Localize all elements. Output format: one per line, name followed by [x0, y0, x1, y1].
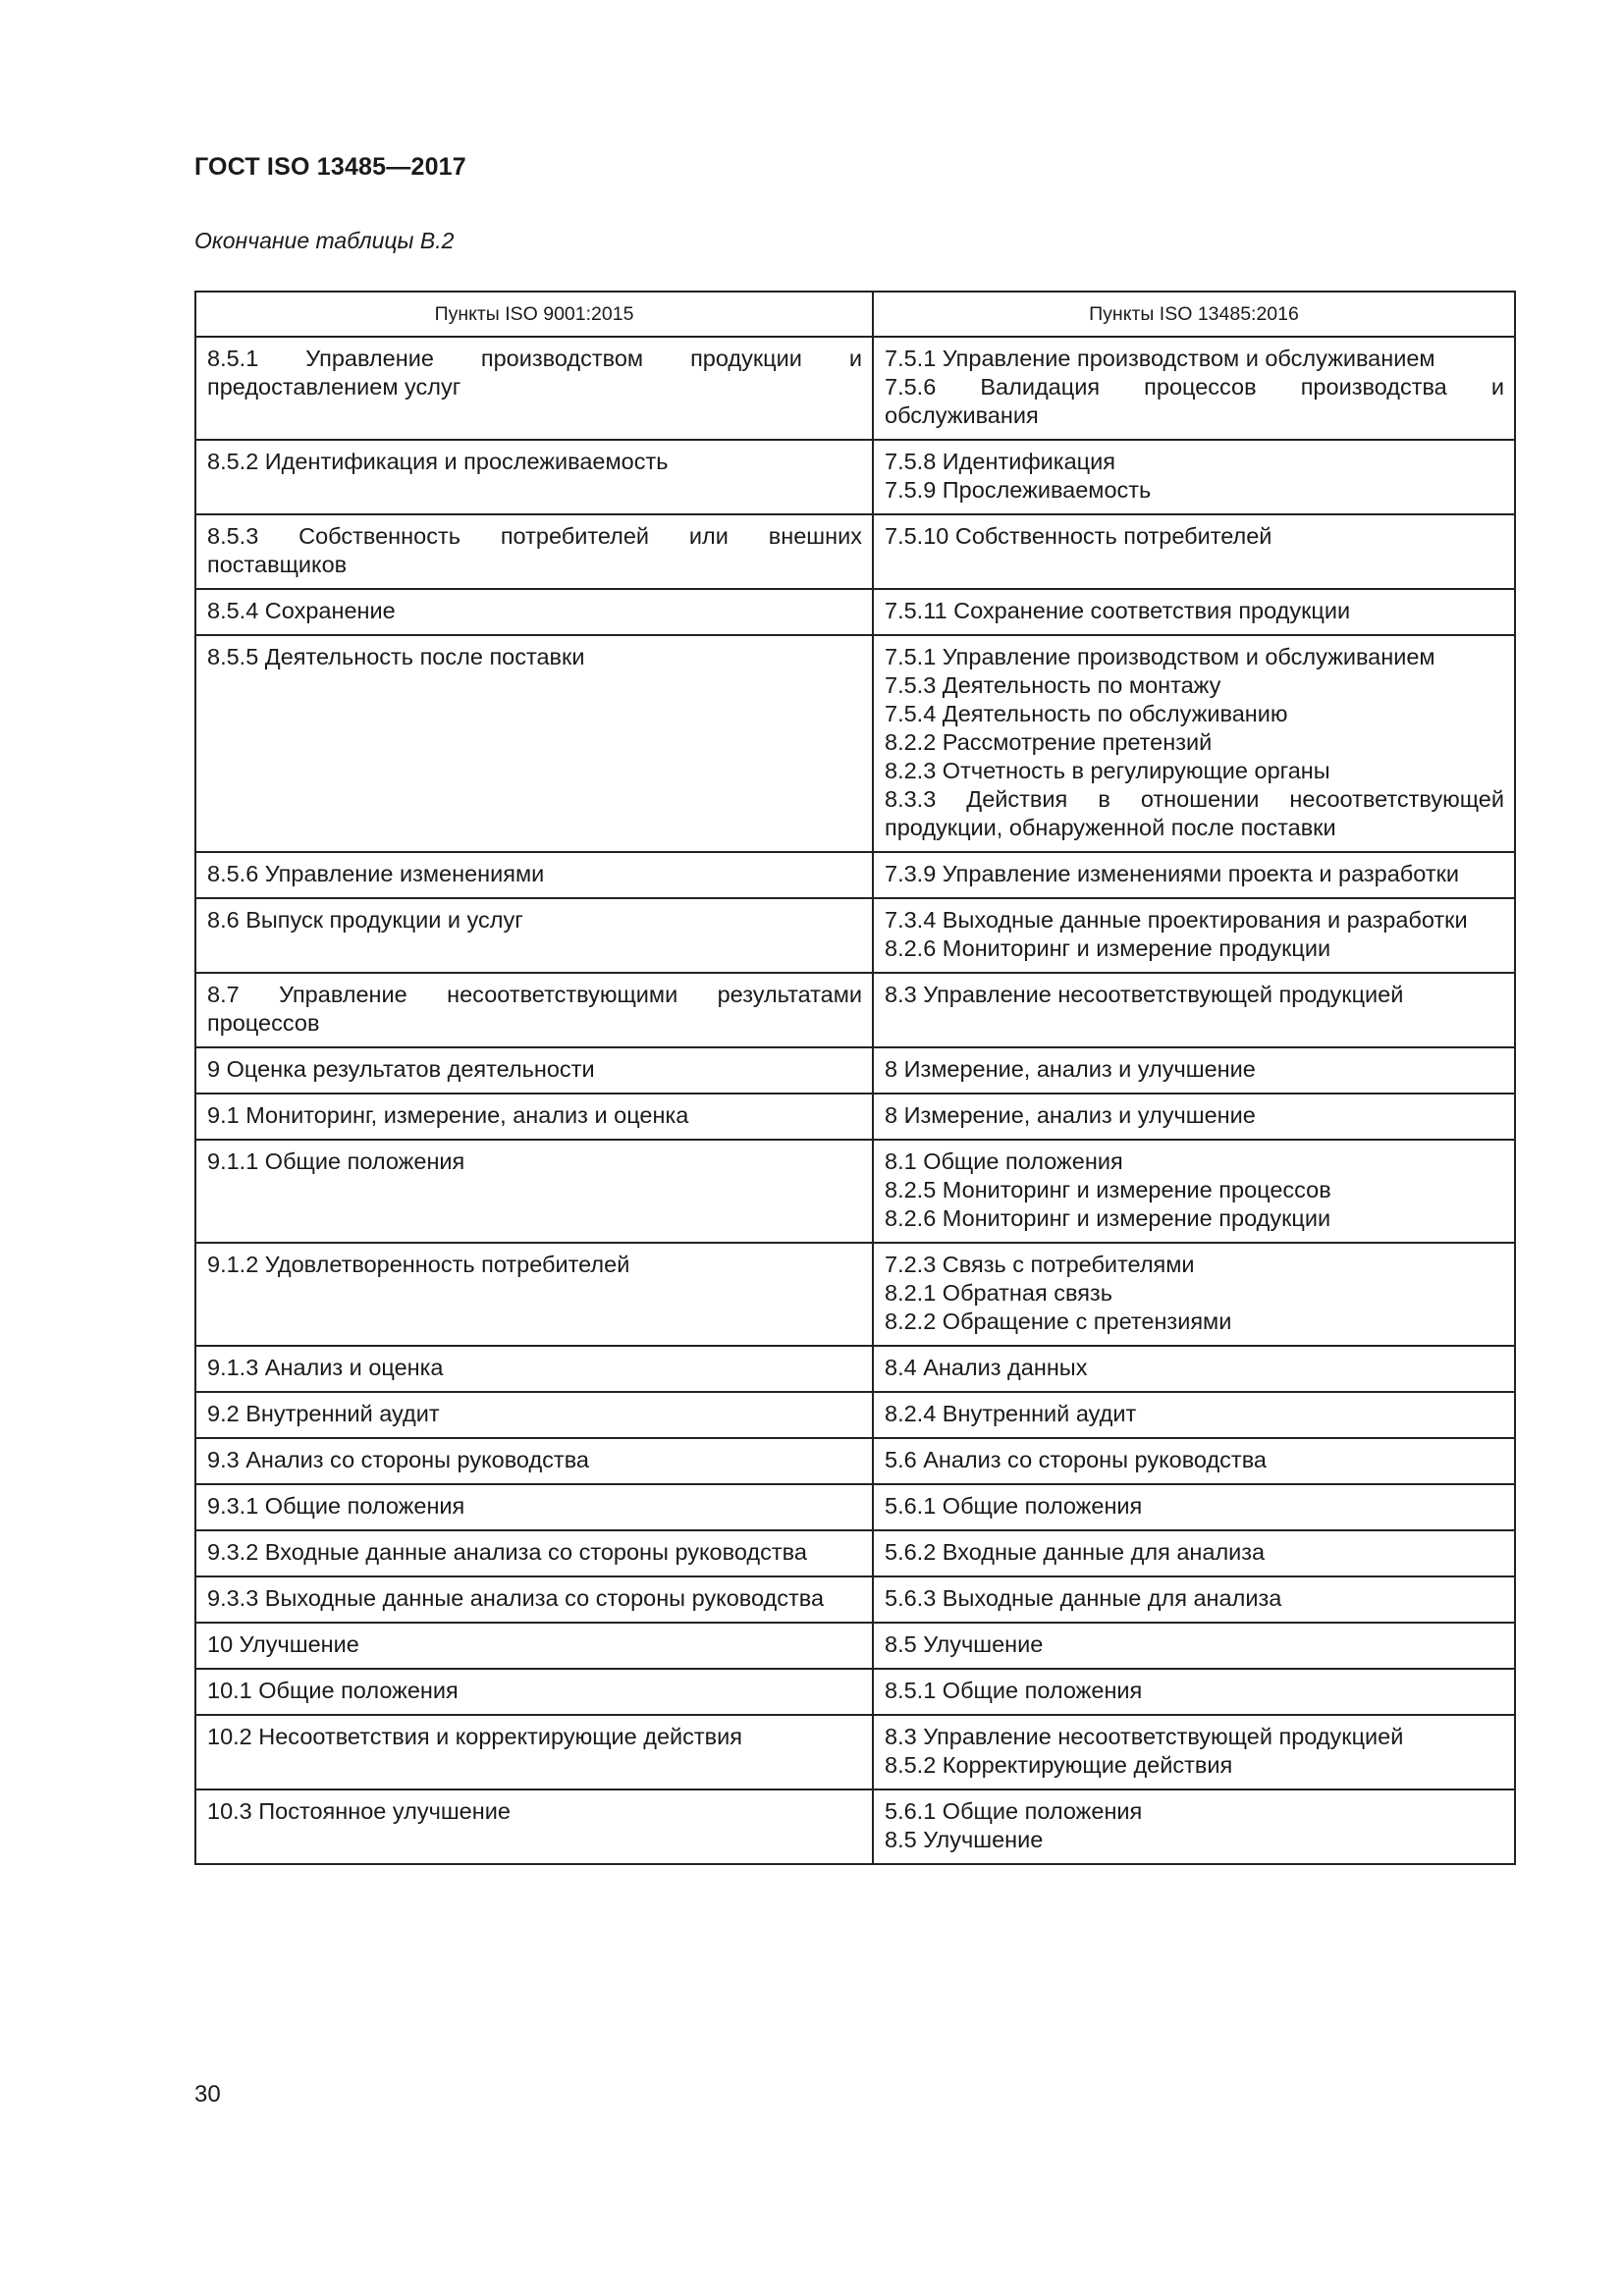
clause-entry: 9.1.3 Анализ и оценка — [207, 1355, 444, 1380]
table-row — [195, 1243, 1515, 1346]
cell-iso9001-clause — [195, 1576, 873, 1623]
table-row — [195, 898, 1515, 973]
cell-iso9001-clause — [195, 852, 873, 898]
clause-entry: 8.6 Выпуск продукции и услуг — [207, 907, 523, 933]
table-row — [195, 1047, 1515, 1094]
clause-entry: 8.1 Общие положения — [885, 1148, 1123, 1174]
clause-entry: 8.5.1 Управление производством продукции и предоставлением услуг — [207, 346, 862, 400]
cell-iso9001-clause — [195, 635, 873, 852]
clause-entry: 9.1 Мониторинг, измерение, анализ и оценка — [207, 1102, 689, 1128]
cell-iso13485-clause — [873, 852, 1515, 898]
clause-entry: 7.2.3 Связь с потребителями — [885, 1252, 1195, 1277]
cell-iso9001-clause — [195, 1243, 873, 1346]
cell-iso13485-clause — [873, 1346, 1515, 1392]
table-row — [195, 1484, 1515, 1530]
clause-entry: 9.3.3 Выходные данные анализа со стороны руководства — [207, 1585, 825, 1611]
cell-iso9001-clause — [195, 1047, 873, 1094]
clause-entry: 8.5.4 Сохранение — [207, 598, 396, 623]
table-row — [195, 514, 1515, 589]
clause-entry: 7.5.6 Валидация процессов производства и обслуживания — [885, 374, 1504, 428]
clause-entry: 9.3.2 Входные данные анализа со стороны руководства — [207, 1539, 807, 1565]
cell-iso9001-clause — [195, 973, 873, 1047]
clause-entry: 9.1.2 Удовлетворенность потребителей — [207, 1252, 630, 1277]
clause-entry: 8.5 Улучшение — [885, 1827, 1044, 1852]
cell-iso13485-clause — [873, 973, 1515, 1047]
clause-entry: 8 Измерение, анализ и улучшение — [885, 1102, 1256, 1128]
cell-iso9001-clause — [195, 1392, 873, 1438]
cell-iso13485-clause — [873, 898, 1515, 973]
clause-entry: 10.3 Постоянное улучшение — [207, 1798, 511, 1824]
clause-entry: 5.6.1 Общие положения — [885, 1798, 1143, 1824]
clause-entry: 8.5.2 Идентификация и прослеживаемость — [207, 449, 669, 474]
clause-entry: 5.6 Анализ со стороны руководства — [885, 1447, 1267, 1472]
table-row — [195, 1623, 1515, 1669]
clause-entry: 7.5.9 Прослеживаемость — [885, 477, 1152, 503]
clause-entry: 7.5.1 Управление производством и обслуживанием — [885, 346, 1435, 371]
cell-iso9001-clause — [195, 1623, 873, 1669]
cell-iso13485-clause — [873, 1623, 1515, 1669]
clause-entry: 8.5.2 Корректирующие действия — [885, 1752, 1233, 1778]
clause-entry: 8.5.5 Деятельность после поставки — [207, 644, 585, 669]
clause-entry: 8.2.6 Мониторинг и измерение продукции — [885, 1205, 1331, 1231]
clause-entry: 5.6.2 Входные данные для анализа — [885, 1539, 1266, 1565]
clause-entry: 8.7 Управление несоответствующими результатами процессов — [207, 982, 862, 1036]
table-row — [195, 973, 1515, 1047]
table-row — [195, 1392, 1515, 1438]
clause-entry: 5.6.1 Общие положения — [885, 1493, 1143, 1519]
clause-entry: 8 Измерение, анализ и улучшение — [885, 1056, 1256, 1082]
table-row — [195, 852, 1515, 898]
table-row — [195, 337, 1515, 440]
cell-iso13485-clause — [873, 1576, 1515, 1623]
page-number: 30 — [194, 2081, 221, 2108]
clause-entry: 9 Оценка результатов деятельности — [207, 1056, 595, 1082]
clause-entry: 8.2.4 Внутренний аудит — [885, 1401, 1137, 1426]
clause-entry: 7.5.8 Идентификация — [885, 449, 1115, 474]
clause-entry: 8.3 Управление несоответствующей продукцией — [885, 982, 1404, 1007]
cell-iso13485-clause — [873, 337, 1515, 440]
column-header-iso9001: Пункты ISO 9001:2015 — [195, 292, 873, 337]
clause-entry: 8.5.6 Управление изменениями — [207, 861, 545, 886]
clause-entry: 7.5.10 Собственность потребителей — [885, 523, 1272, 549]
cell-iso13485-clause — [873, 440, 1515, 514]
clause-entry: 8.5.1 Общие положения — [885, 1678, 1143, 1703]
table-row — [195, 1715, 1515, 1789]
clause-entry: 7.5.4 Деятельность по обслуживанию — [885, 701, 1288, 726]
clause-entry: 7.3.9 Управление изменениями проекта и разработки — [885, 861, 1459, 886]
cell-iso13485-clause — [873, 1094, 1515, 1140]
cell-iso13485-clause — [873, 1243, 1515, 1346]
cell-iso9001-clause — [195, 1140, 873, 1243]
cell-iso9001-clause — [195, 1438, 873, 1484]
table-body — [195, 337, 1515, 1864]
clause-entry: 8.3.3 Действия в отношении несоответствующей продукции, обнаруженной после поставки — [885, 786, 1504, 840]
table-row — [195, 635, 1515, 852]
table-row — [195, 1438, 1515, 1484]
cell-iso13485-clause — [873, 1530, 1515, 1576]
document-header: ГОСТ ISO 13485—2017 — [194, 153, 466, 181]
cell-iso13485-clause — [873, 589, 1515, 635]
clause-entry: 7.5.3 Деятельность по монтажу — [885, 672, 1221, 698]
cell-iso9001-clause — [195, 1094, 873, 1140]
clause-entry: 7.5.11 Сохранение соответствия продукции — [885, 598, 1351, 623]
table-row — [195, 589, 1515, 635]
correspondence-table — [194, 291, 1516, 1865]
clause-entry: 9.3.1 Общие положения — [207, 1493, 465, 1519]
clause-entry: 10 Улучшение — [207, 1631, 359, 1657]
table-row — [195, 1530, 1515, 1576]
clause-entry: 9.3 Анализ со стороны руководства — [207, 1447, 589, 1472]
cell-iso9001-clause — [195, 1669, 873, 1715]
table-row — [195, 1094, 1515, 1140]
table-row — [195, 1140, 1515, 1243]
clause-entry: 9.2 Внутренний аудит — [207, 1401, 440, 1426]
clause-entry: 7.5.1 Управление производством и обслуживанием — [885, 644, 1435, 669]
clause-entry: 8.4 Анализ данных — [885, 1355, 1088, 1380]
cell-iso9001-clause — [195, 514, 873, 589]
table-row — [195, 1576, 1515, 1623]
clause-entry: 8.2.2 Рассмотрение претензий — [885, 729, 1213, 755]
table-row — [195, 1346, 1515, 1392]
cell-iso9001-clause — [195, 1789, 873, 1864]
clause-entry: 5.6.3 Выходные данные для анализа — [885, 1585, 1282, 1611]
cell-iso13485-clause — [873, 1715, 1515, 1789]
clause-entry: 10.2 Несоответствия и корректирующие действия — [207, 1724, 743, 1749]
clause-entry: 8.2.3 Отчетность в регулирующие органы — [885, 758, 1330, 783]
column-header-iso13485: Пункты ISO 13485:2016 — [873, 292, 1515, 337]
cell-iso9001-clause — [195, 589, 873, 635]
cell-iso9001-clause — [195, 1715, 873, 1789]
cell-iso13485-clause — [873, 635, 1515, 852]
clause-entry: 8.2.2 Обращение с претензиями — [885, 1308, 1232, 1334]
cell-iso13485-clause — [873, 1047, 1515, 1094]
table-row — [195, 1789, 1515, 1864]
clause-entry: 9.1.1 Общие положения — [207, 1148, 465, 1174]
cell-iso13485-clause — [873, 1484, 1515, 1530]
clause-entry: 8.5.3 Собственность потребителей или внешних поставщиков — [207, 523, 862, 577]
cell-iso13485-clause — [873, 1669, 1515, 1715]
cell-iso13485-clause — [873, 514, 1515, 589]
clause-entry: 8.3 Управление несоответствующей продукцией — [885, 1724, 1404, 1749]
table-header-row — [195, 292, 1515, 337]
cell-iso13485-clause — [873, 1140, 1515, 1243]
cell-iso13485-clause — [873, 1789, 1515, 1864]
clause-entry: 10.1 Общие положения — [207, 1678, 459, 1703]
cell-iso9001-clause — [195, 898, 873, 973]
clause-entry: 8.2.6 Мониторинг и измерение продукции — [885, 935, 1331, 961]
clause-entry: 8.5 Улучшение — [885, 1631, 1044, 1657]
cell-iso9001-clause — [195, 1346, 873, 1392]
cell-iso13485-clause — [873, 1438, 1515, 1484]
table-row — [195, 1669, 1515, 1715]
table-row — [195, 440, 1515, 514]
clause-entry: 8.2.5 Мониторинг и измерение процессов — [885, 1177, 1331, 1202]
cell-iso9001-clause — [195, 1484, 873, 1530]
clause-entry: 7.3.4 Выходные данные проектирования и разработки — [885, 907, 1468, 933]
table-caption: Окончание таблицы В.2 — [194, 228, 455, 253]
clause-entry: 8.2.1 Обратная связь — [885, 1280, 1112, 1306]
cell-iso9001-clause — [195, 1530, 873, 1576]
cell-iso9001-clause — [195, 337, 873, 440]
cell-iso13485-clause — [873, 1392, 1515, 1438]
cell-iso9001-clause — [195, 440, 873, 514]
